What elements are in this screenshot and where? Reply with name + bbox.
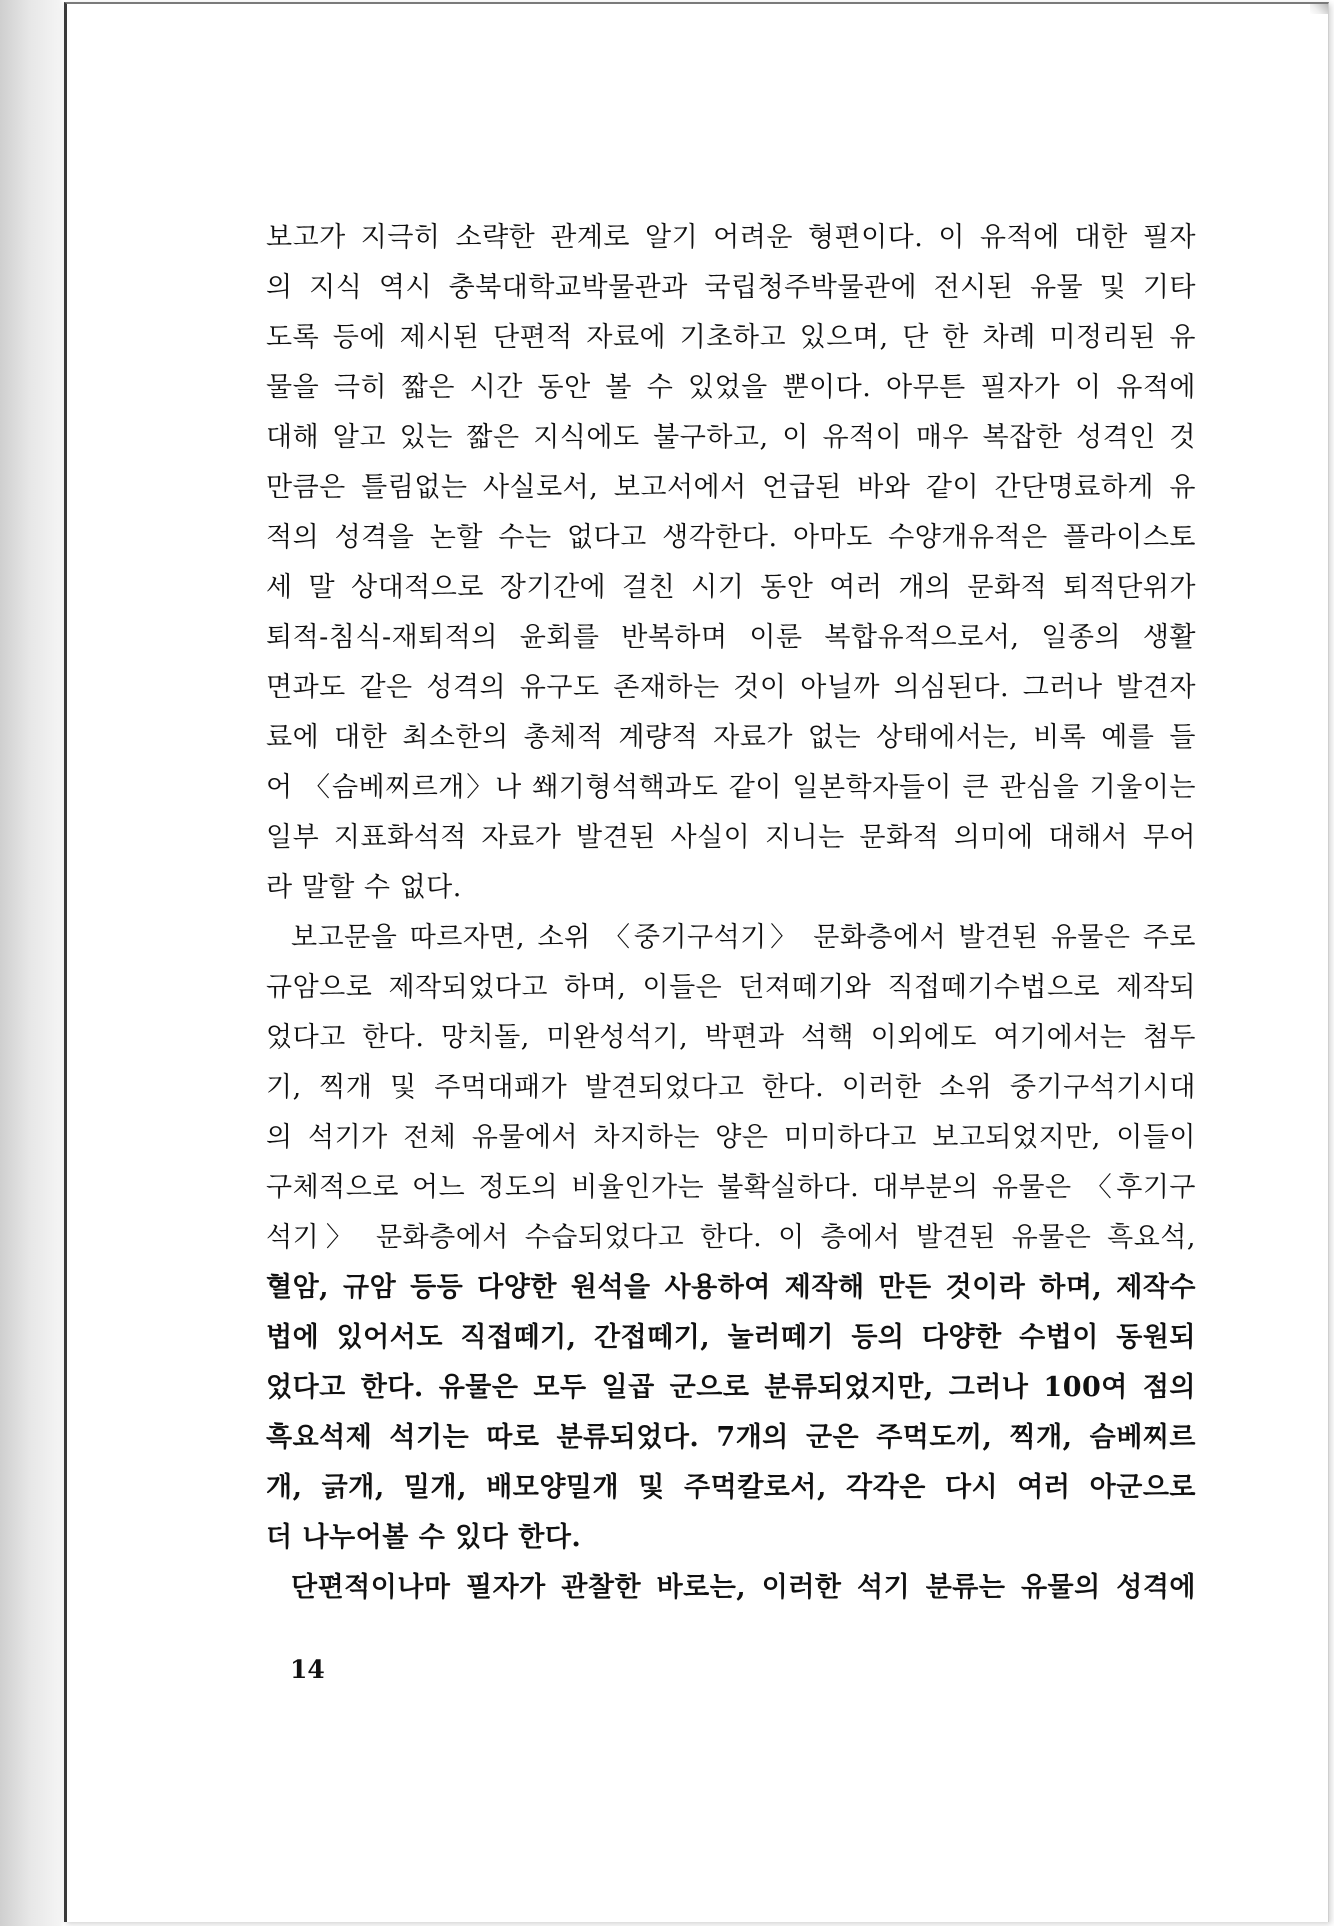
text-line: 단편적이나마 필자가 관찰한 바로는, 이러한 석기 분류는 유물의 성격에 [291,1572,1196,1603]
text-line: 적의 성격을 논할 수는 없다고 생각한다. 아마도 수양개유적은 플라이스토 [266,522,1196,553]
text-line: 었다고 한다. 유물은 모두 일곱 군으로 분류되었지만, 그러나 100여 점의 [266,1372,1196,1403]
text-line: 규암으로 제작되었다고 하며, 이들은 던져떼기와 직접떼기수법으로 제작되 [266,972,1196,1003]
text-line: 라 말할 수 없다. [266,872,462,903]
text-line: 구체적으로 어느 정도의 비율인가는 불확실하다. 대부분의 유물은 〈후기구 [266,1172,1196,1203]
text-line: 석기〉 문화층에서 수습되었다고 한다. 이 층에서 발견된 유물은 흑요석, [266,1222,1196,1253]
text-line: 보고문을 따르자면, 소위 〈중기구석기〉 문화층에서 발견된 유물은 주로 [291,922,1196,953]
text-line: 었다고 한다. 망치돌, 미완성석기, 박편과 석핵 이외에도 여기에서는 첨두 [266,1022,1196,1053]
text-line: 세 말 상대적으로 장기간에 걸친 시기 동안 여러 개의 문화적 퇴적단위가 [266,572,1196,603]
text-line: 면과도 같은 성격의 유구도 존재하는 것이 아닐까 의심된다. 그러나 발견자 [266,672,1196,703]
text-line: 의 지식 역시 충북대학교박물관과 국립청주박물관에 전시된 유물 및 기타 [266,272,1196,303]
text-line: 의 석기가 전체 유물에서 차지하는 양은 미미하다고 보고되었지만, 이들이 [266,1122,1196,1153]
text-line: 어 〈슴베찌르개〉나 쐐기형석핵과도 같이 일본학자들이 큰 관심을 기울이는 [266,772,1196,803]
text-line: 혈암, 규암 등등 다양한 원석을 사용하여 제작해 만든 것이라 하며, 제작수 [266,1272,1196,1303]
text-line: 도록 등에 제시된 단편적 자료에 기초하고 있으며, 단 한 차례 미정리된 유 [266,322,1196,353]
text-line: 기, 찍개 및 주먹대패가 발견되었다고 한다. 이러한 소위 중기구석기시대 [266,1072,1196,1103]
page-number: 14 [290,1655,325,1684]
text-line: 흑요석제 석기는 따로 분류되었다. 7개의 군은 주먹도끼, 찍개, 슴베찌르 [266,1422,1196,1453]
text-line: 더 나누어볼 수 있다 한다. [266,1522,582,1553]
body-text [266,213,1196,1613]
text-line: 일부 지표화석적 자료가 발견된 사실이 지니는 문화적 의미에 대해서 무어 [266,822,1196,853]
text-line: 료에 대한 최소한의 총체적 계량적 자료가 없는 상태에서는, 비록 예를 들 [266,722,1196,753]
text-line: 개, 긁개, 밀개, 배모양밀개 및 주먹칼로서, 각각은 다시 여러 아군으로 [266,1472,1196,1503]
text-line: 만큼은 틀림없는 사실로서, 보고서에서 언급된 바와 같이 간단명료하게 유 [266,472,1196,503]
text-line: 보고가 지극히 소략한 관계로 알기 어려운 형편이다. 이 유적에 대한 필자 [266,222,1196,253]
text-line: 퇴적-침식-재퇴적의 윤회를 반복하며 이룬 복합유적으로서, 일종의 생활 [266,622,1196,653]
text-line: 대해 알고 있는 짧은 지식에도 불구하고, 이 유적이 매우 복잡한 성격인 것 [266,422,1196,453]
text-line: 법에 있어서도 직접떼기, 간접떼기, 눌러떼기 등의 다양한 수법이 동원되 [266,1322,1196,1353]
text-line: 물을 극히 짧은 시간 동안 볼 수 있었을 뿐이다. 아무튼 필자가 이 유적에 [266,372,1196,403]
page-corner-curl [1310,4,1328,14]
